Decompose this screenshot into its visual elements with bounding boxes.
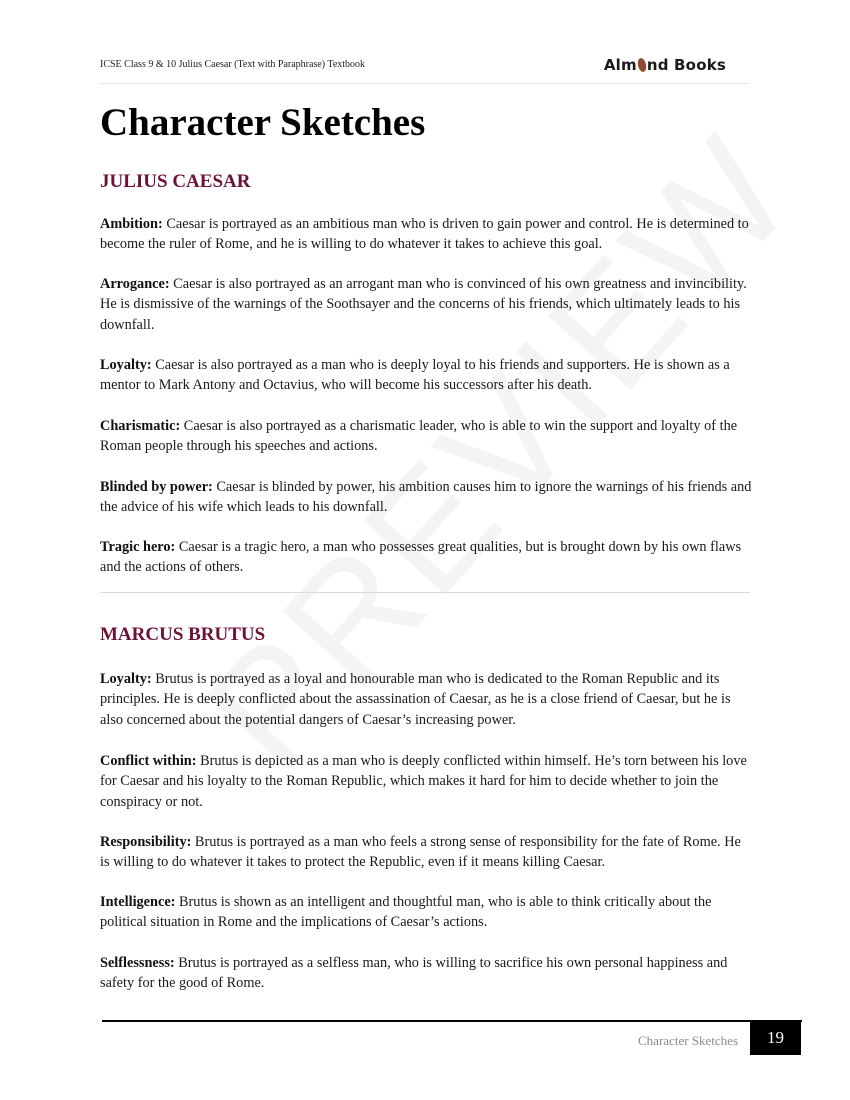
trait-paragraph bbox=[100, 669, 752, 730]
trait-term: Intelligence: bbox=[100, 894, 176, 910]
trait-text: Brutus is portrayed as a loyal and honourable man who is dedicated to the Roman Republic and its principles. He is deeply conflicted about the assassination of Caesar, as he is a close friend of Caesar, but he is also concerned about the potential dangers of Caesar’s increasing power. bbox=[100, 671, 731, 728]
trait-term: Ambition: bbox=[100, 216, 163, 232]
trait-paragraph bbox=[100, 416, 752, 457]
trait-paragraph bbox=[100, 355, 752, 396]
trait-term: Loyalty: bbox=[100, 671, 152, 687]
trait-term: Tragic hero: bbox=[100, 539, 176, 555]
trait-paragraph bbox=[100, 892, 752, 933]
trait-term: Blinded by power: bbox=[100, 479, 213, 495]
trait-term: Responsibility: bbox=[100, 834, 192, 850]
section-heading-julius-caesar: JULIUS CAESAR bbox=[100, 171, 251, 192]
trait-paragraph bbox=[100, 274, 752, 335]
trait-paragraph bbox=[100, 537, 752, 578]
trait-text: Caesar is also portrayed as a charismatic leader, who is able to win the support and loyalty of the Roman people through his speeches and actions. bbox=[100, 418, 738, 455]
trait-paragraph bbox=[100, 477, 752, 518]
trait-text: Caesar is also portrayed as an arrogant man who is convinced of his own greatness and invincibility. He is dismissive of the warnings of the Soothsayer and the concerns of his friends, which ultimately leads to his downfall. bbox=[100, 276, 747, 333]
trait-term: Charismatic: bbox=[100, 418, 181, 434]
trait-term: Arrogance: bbox=[100, 276, 170, 292]
trait-paragraph bbox=[100, 214, 752, 255]
header-title: ICSE Class 9 & 10 Julius Caesar (Text with Paraphrase) Textbook bbox=[100, 59, 366, 70]
footer-section-label: Character Sketches bbox=[638, 1033, 738, 1048]
trait-term: Selflessness: bbox=[100, 955, 175, 971]
trait-paragraph bbox=[100, 751, 752, 812]
trait-text: Caesar is blinded by power, his ambition causes him to ignore the warnings of his friends and the advice of his wife which leads to his downfall. bbox=[100, 479, 752, 516]
trait-term: Loyalty: bbox=[100, 357, 152, 373]
trait-text: Caesar is a tragic hero, a man who possesses great qualities, but is brought down by his own flaws and the actions of others. bbox=[100, 539, 742, 576]
trait-text: Caesar is also portrayed as a man who is deeply loyal to his friends and supporters. He is shown as a mentor to Mark Antony and Octavius, who will become his successors after his death. bbox=[100, 357, 730, 394]
page-number: 19 bbox=[750, 1020, 801, 1055]
almond-icon bbox=[636, 57, 647, 72]
brand-logo-right: nd Books bbox=[646, 56, 726, 74]
brand-logo-left: Alm bbox=[603, 56, 637, 74]
trait-text: Brutus is depicted as a man who is deeply conflicted within himself. He’s torn between his love for Caesar and his loyalty to the Roman Republic, which makes it hard for him to decide whether to join the conspiracy or not. bbox=[100, 753, 747, 810]
page-header bbox=[100, 56, 750, 84]
footer-rule bbox=[102, 1020, 802, 1022]
section-heading-marcus-brutus: MARCUS BRUTUS bbox=[100, 624, 266, 645]
trait-text: Caesar is portrayed as an ambitious man who is driven to gain power and control. He is determined to become the ruler of Rome, and he is willing to do whatever it takes to achieve this goal. bbox=[100, 216, 749, 253]
section-divider bbox=[100, 592, 750, 593]
trait-paragraph bbox=[100, 953, 752, 994]
trait-text: Brutus is portrayed as a man who feels a strong sense of responsibility for the fate of Rome. He is willing to do whatever it takes to protect the Republic, even if it means killing Caesar. bbox=[100, 834, 741, 871]
page-title: Character Sketches bbox=[100, 101, 426, 144]
trait-text: Brutus is portrayed as a selfless man, who is willing to sacrifice his own personal happiness and safety for the good of Rome. bbox=[100, 955, 728, 992]
trait-paragraph bbox=[100, 832, 752, 873]
brand-logo bbox=[604, 56, 726, 74]
trait-term: Conflict within: bbox=[100, 753, 197, 769]
trait-text: Brutus is shown as an intelligent and thoughtful man, who is able to think critically about the political situation in Rome and the implications of Caesar’s actions. bbox=[100, 894, 712, 931]
